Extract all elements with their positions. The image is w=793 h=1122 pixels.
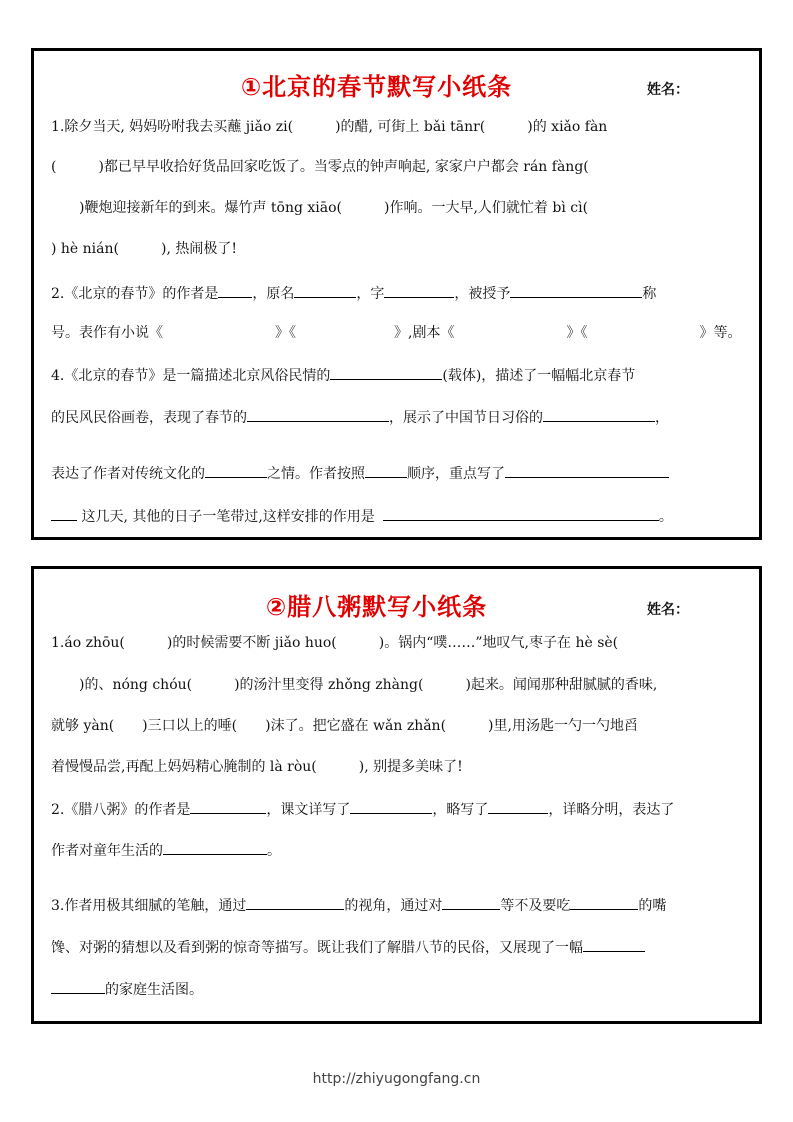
answer-blank[interactable] (570, 895, 638, 910)
question-text: (载体)，描述了一幅幅北京春节 (442, 368, 636, 384)
question-line: )鞭炮迎接新年的到来。爆竹声 tōng xiāo( )作响。一大早,人们就忙着 bì cì( (51, 200, 589, 216)
question-text: ， (655, 410, 669, 426)
question-line (51, 407, 745, 428)
question-line (51, 463, 745, 484)
question-line (51, 365, 745, 386)
question-line: 1.áo zhōu( )的时候需要不断 jiǎo huo( )。锅内“噗……”地叹气,枣子在 hè sè( (51, 635, 619, 651)
question-line (51, 979, 745, 1000)
question-text: 作者对童年生活的 (51, 843, 163, 859)
answer-blank[interactable] (247, 407, 389, 422)
question-line: 号。表作有小说《 》《 》,剧本《 》《 》等。 (51, 325, 742, 341)
answer-blank[interactable] (218, 283, 252, 298)
question-text: 2.《北京的春节》的作者是 (51, 286, 219, 302)
question-line (51, 799, 745, 820)
question-text: 2.《腊八粥》的作者是 (51, 802, 191, 818)
question-text: 。 (267, 843, 281, 859)
question-text: 的家庭生活图。 (105, 982, 203, 998)
answer-blank[interactable] (163, 840, 267, 855)
answer-blank[interactable] (488, 799, 548, 814)
answer-blank[interactable] (384, 283, 454, 298)
question-text: 3.作者用极其细腻的笔触，通过 (51, 898, 247, 914)
question-text: 的视角，通过对 (344, 898, 443, 914)
answer-blank[interactable] (383, 506, 659, 521)
question-text: 表达了作者对传统文化的 (51, 466, 205, 482)
question-text: 顺序，重点写了 (407, 466, 505, 482)
answer-blank[interactable] (365, 463, 407, 478)
worksheet-card-beijing-spring-festival (31, 48, 762, 540)
question-text: 等不及要吃 (500, 898, 571, 914)
name-label: 姓名： (647, 82, 689, 98)
answer-blank[interactable] (51, 979, 105, 994)
question-line (51, 840, 745, 861)
question-line (51, 937, 745, 958)
worksheet-card-laba-porridge (31, 566, 762, 1024)
card-title: ②腊八粥默写小纸条 (265, 593, 488, 621)
answer-blank[interactable] (442, 895, 500, 910)
question-text: ，详略分明，表达了 (548, 802, 675, 818)
question-line: 就够 yàn( )三口以上的唾( )沫了。把它盛在 wǎn zhǎn( )里,用汤匙一勺一勺地舀 (51, 718, 638, 734)
question-line (51, 506, 745, 527)
answer-blank[interactable] (205, 463, 267, 478)
answer-blank[interactable] (510, 283, 642, 298)
answer-blank[interactable] (190, 799, 266, 814)
question-text: ，原名 (252, 286, 295, 302)
answer-blank[interactable] (330, 365, 442, 380)
answer-blank[interactable] (51, 506, 77, 521)
question-text: 4.《北京的春节》是一篇描述北京风俗民情的 (51, 368, 331, 384)
answer-blank[interactable] (583, 937, 645, 952)
answer-blank[interactable] (543, 407, 655, 422)
name-label: 姓名： (647, 602, 689, 618)
answer-blank[interactable] (294, 283, 356, 298)
answer-blank[interactable] (505, 463, 669, 478)
question-text: ，展示了中国节日习俗的 (389, 410, 543, 426)
question-line: 1.除夕当天, 妈妈吩咐我去买蘸 jiǎo zi( )的醋, 可街上 bǎi tānr( )的 xiǎo fàn (51, 119, 608, 135)
card-title: ①北京的春节默写小纸条 (240, 73, 513, 101)
question-text: ，字 (356, 286, 385, 302)
answer-blank[interactable] (350, 799, 432, 814)
question-line: 着慢慢品尝,再配上妈妈精心腌制的 là ròu( ), 别提多美味了! (51, 759, 463, 775)
question-line: ) hè nián( ), 热闹极了! (51, 241, 237, 257)
question-text: 这几天, 其他的日子一笔带过,这样安排的作用是 (77, 509, 375, 525)
footer-url[interactable]: http://zhiyugongfang.cn (312, 1071, 481, 1087)
question-text: 的嘴 (638, 898, 667, 914)
question-line: ( )都已早早收拾好货品回家吃饭了。当零点的钟声响起, 家家户户都会 rán fàng( (51, 159, 589, 175)
question-text: 馋、对粥的猜想以及看到粥的惊奇等描写。既让我们了解腊八节的民俗，又展现了一幅 (51, 940, 583, 956)
question-text: ，略写了 (432, 802, 489, 818)
question-line (51, 895, 745, 916)
question-line (51, 283, 745, 304)
question-text: 称 (642, 286, 657, 302)
answer-blank[interactable] (246, 895, 344, 910)
question-text: ，课文详写了 (266, 802, 351, 818)
question-text: 之情。作者按照 (267, 466, 365, 482)
question-text: 的民风民俗画卷，表现了春节的 (51, 410, 247, 426)
question-text: 。 (658, 509, 673, 525)
question-text: ，被授予 (454, 286, 511, 302)
question-line: )的、nóng chóu( )的汤汁里变得 zhǒng zhàng( )起来。闻闻那种甜腻腻的香味, (51, 677, 658, 693)
